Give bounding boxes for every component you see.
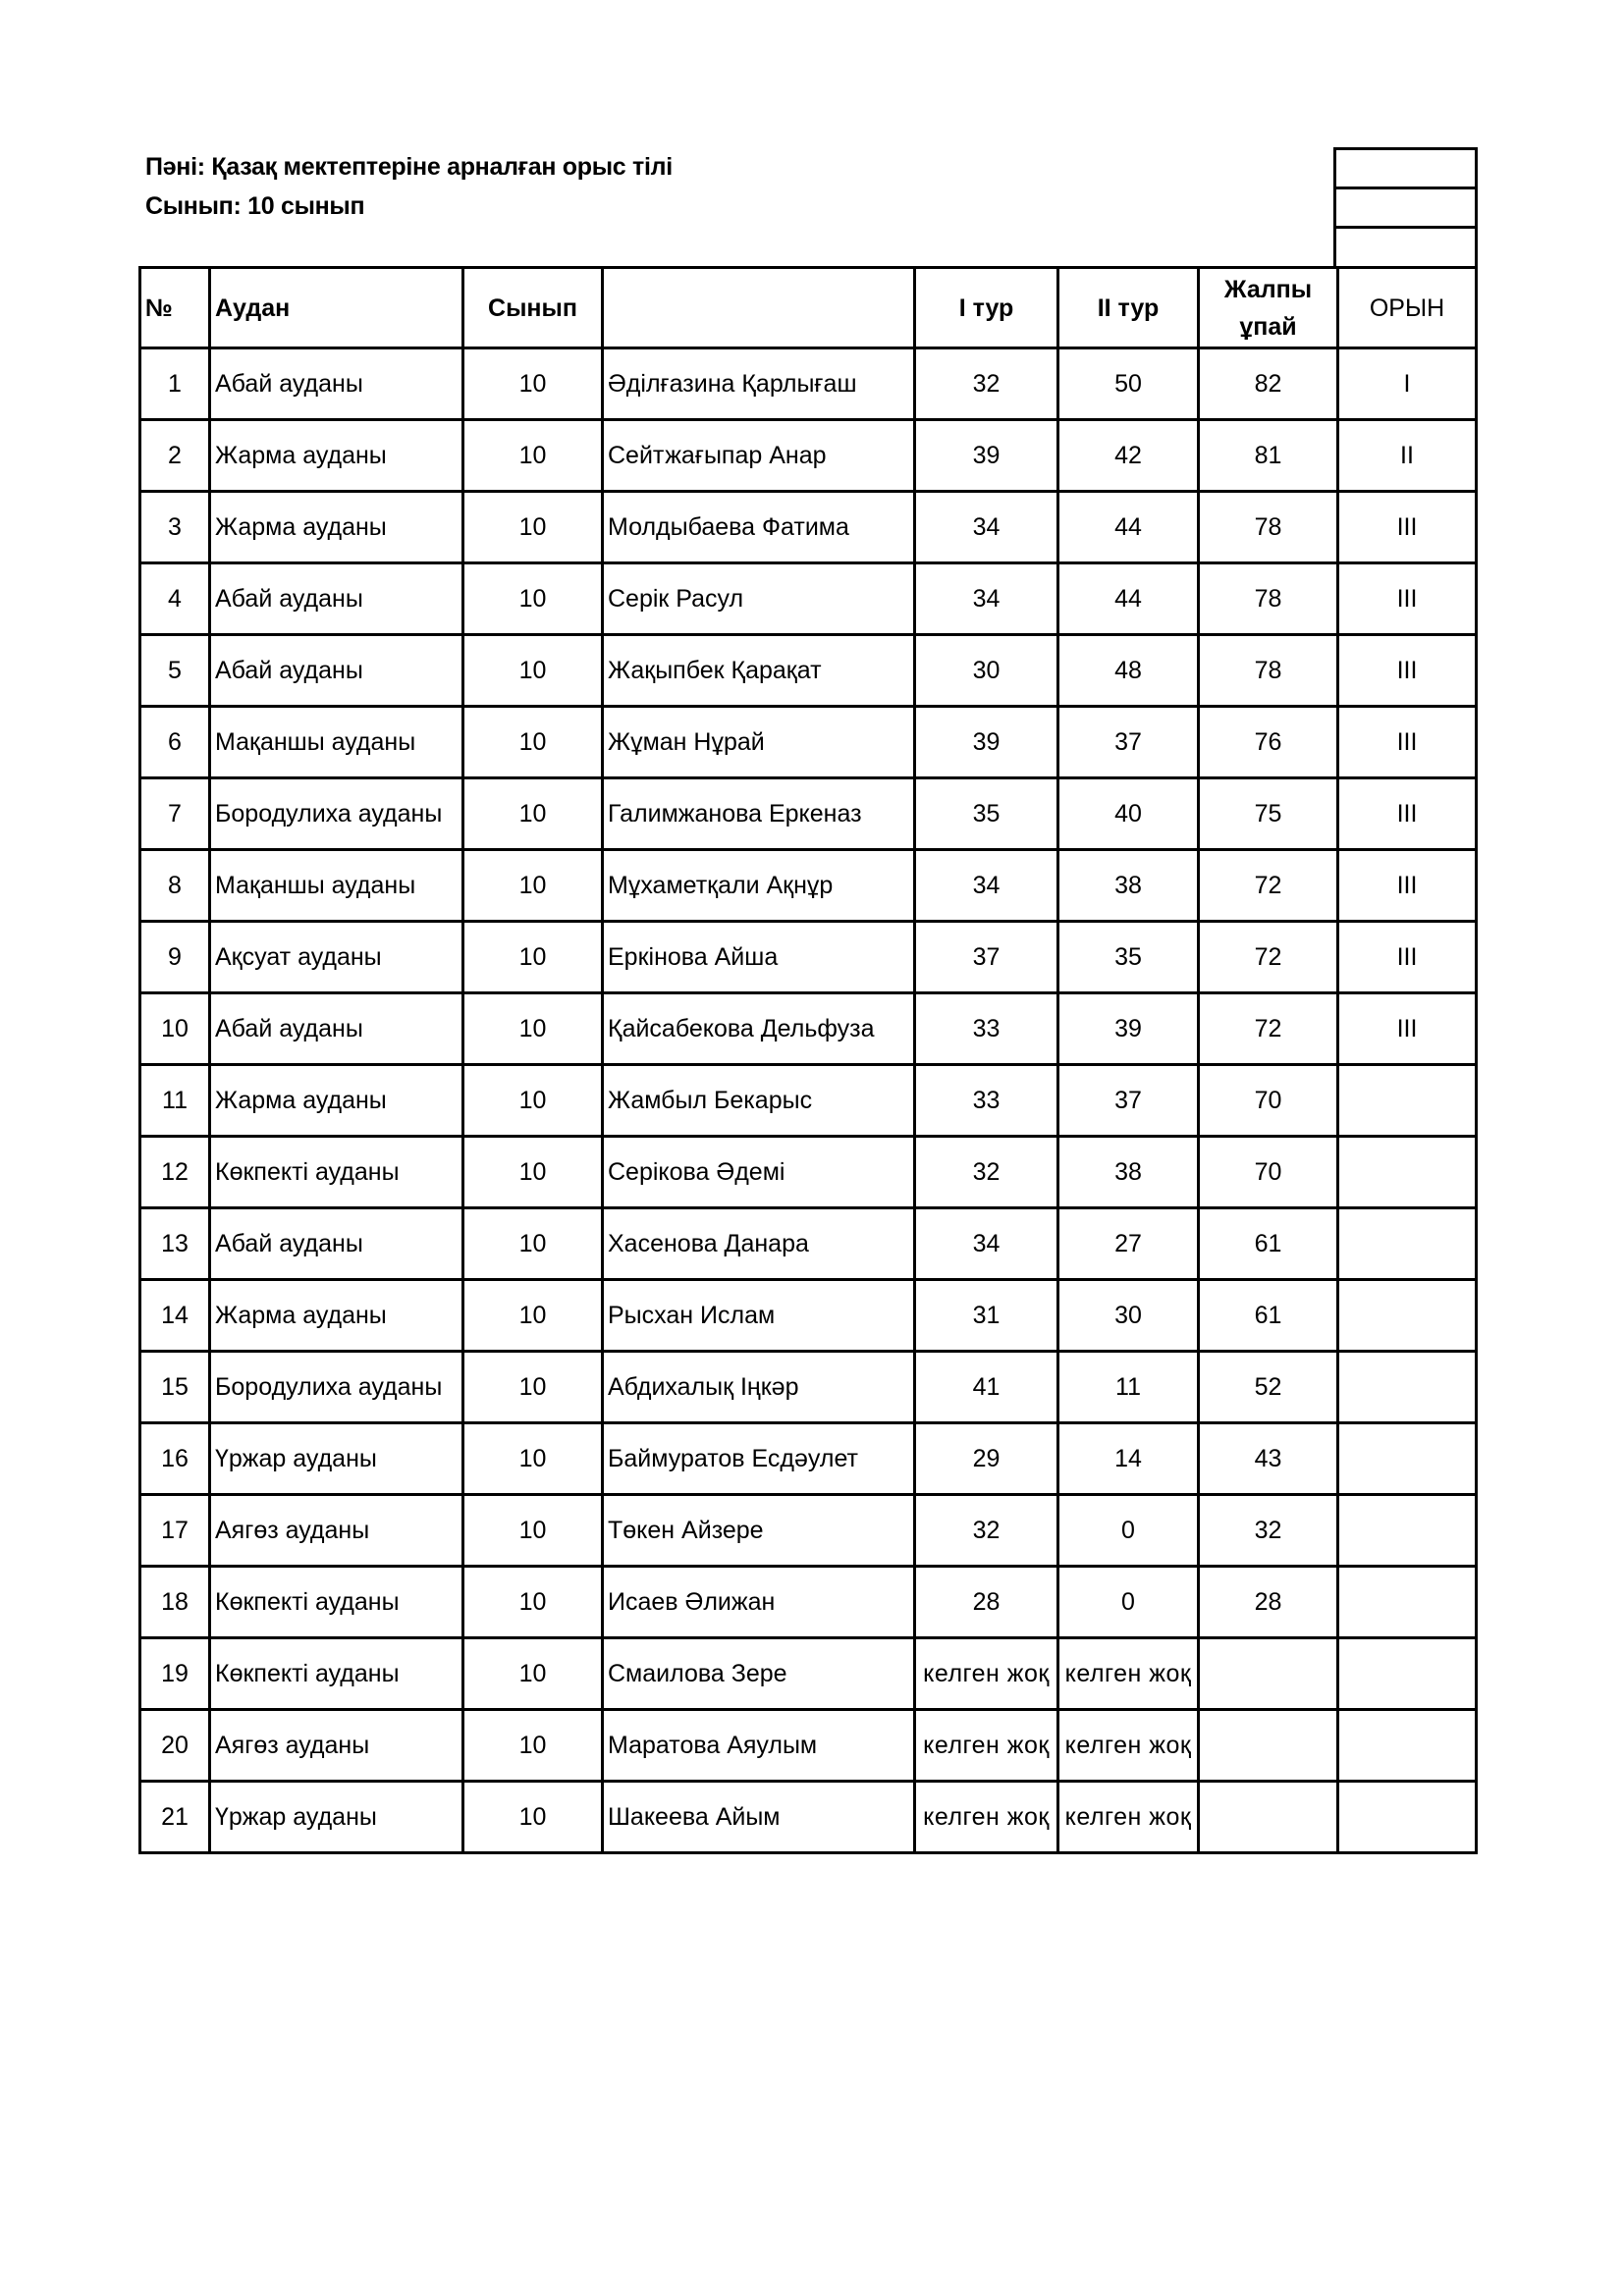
cell-place: III (1338, 635, 1477, 707)
cell-total: 78 (1199, 563, 1338, 635)
cell-district: Абай ауданы (210, 1208, 463, 1280)
cell-no: 5 (140, 635, 210, 707)
table-row (140, 635, 1477, 707)
cell-name: Галимжанова Еркеназ (603, 778, 915, 850)
cell-place (1338, 1710, 1477, 1782)
cell-round2: 38 (1058, 850, 1199, 922)
cell-no: 7 (140, 778, 210, 850)
cell-round1: 34 (915, 1208, 1058, 1280)
cell-grade: 10 (463, 993, 603, 1065)
table-row (140, 563, 1477, 635)
cell-name: Жамбыл Бекарыс (603, 1065, 915, 1137)
cell-no: 15 (140, 1352, 210, 1423)
cell-district: Ақсуат ауданы (210, 922, 463, 993)
cell-name: Жұман Нұрай (603, 707, 915, 778)
cell-name: Еркінова Айша (603, 922, 915, 993)
cell-round1: 32 (915, 348, 1058, 420)
cell-place (1338, 1567, 1477, 1638)
table-row (140, 420, 1477, 492)
cell-grade: 10 (463, 1567, 603, 1638)
cell-no: 19 (140, 1638, 210, 1710)
table-row (140, 707, 1477, 778)
cell-round1: 33 (915, 1065, 1058, 1137)
total-header-line1: Жалпы (1223, 275, 1313, 303)
cell-district: Абай ауданы (210, 348, 463, 420)
cell-round2: 14 (1058, 1423, 1199, 1495)
col-header-no: № (140, 268, 210, 348)
cell-round2: 30 (1058, 1280, 1199, 1352)
cell-round1: келген жоқ (915, 1782, 1058, 1853)
table-row (140, 1638, 1477, 1710)
cell-grade: 10 (463, 1782, 603, 1853)
cell-round1: 32 (915, 1495, 1058, 1567)
cell-round2: 40 (1058, 778, 1199, 850)
cell-round2: келген жоқ (1058, 1782, 1199, 1853)
cell-total: 43 (1199, 1423, 1338, 1495)
cell-round1: 39 (915, 707, 1058, 778)
cell-name: Исаев Әлижан (603, 1567, 915, 1638)
cell-name: Абдихалық Іңкәр (603, 1352, 915, 1423)
cell-grade: 10 (463, 1137, 603, 1208)
cell-round1: 37 (915, 922, 1058, 993)
table-row (140, 993, 1477, 1065)
cell-grade: 10 (463, 1352, 603, 1423)
cell-total: 70 (1199, 1137, 1338, 1208)
cell-no: 14 (140, 1280, 210, 1352)
cell-name: Серік Расул (603, 563, 915, 635)
col-header-round2: II тур (1058, 268, 1199, 348)
cell-district: Көкпекті ауданы (210, 1567, 463, 1638)
cell-name: Мұхаметқали Ақнұр (603, 850, 915, 922)
cell-district: Абай ауданы (210, 993, 463, 1065)
cell-total (1199, 1710, 1338, 1782)
cell-place (1338, 1280, 1477, 1352)
cell-place: III (1338, 707, 1477, 778)
col-header-round1: I тур (915, 268, 1058, 348)
side-box-cell (1336, 229, 1475, 266)
cell-total: 72 (1199, 993, 1338, 1065)
table-row (140, 1782, 1477, 1853)
cell-total: 70 (1199, 1065, 1338, 1137)
cell-no: 10 (140, 993, 210, 1065)
cell-round2: 44 (1058, 563, 1199, 635)
cell-place (1338, 1782, 1477, 1853)
col-header-name (603, 268, 915, 348)
cell-grade: 10 (463, 1208, 603, 1280)
cell-no: 18 (140, 1567, 210, 1638)
cell-round2: келген жоқ (1058, 1638, 1199, 1710)
header-row (140, 268, 1477, 348)
cell-round1: келген жоқ (915, 1638, 1058, 1710)
table-row (140, 1208, 1477, 1280)
cell-total: 81 (1199, 420, 1338, 492)
cell-no: 17 (140, 1495, 210, 1567)
cell-round2: 39 (1058, 993, 1199, 1065)
cell-no: 20 (140, 1710, 210, 1782)
table-row (140, 1710, 1477, 1782)
col-header-place: ОРЫН (1338, 268, 1477, 348)
cell-round1: 28 (915, 1567, 1058, 1638)
cell-grade: 10 (463, 635, 603, 707)
results-table (138, 266, 1478, 1854)
cell-round2: 0 (1058, 1567, 1199, 1638)
col-header-district: Аудан (210, 268, 463, 348)
cell-name: Әділғазина Қарлығаш (603, 348, 915, 420)
cell-round2: 38 (1058, 1137, 1199, 1208)
cell-no: 3 (140, 492, 210, 563)
cell-round2: 44 (1058, 492, 1199, 563)
cell-name: Молдыбаева Фатима (603, 492, 915, 563)
cell-name: Серікова Әдемі (603, 1137, 915, 1208)
cell-name: Шакеева Айым (603, 1782, 915, 1853)
cell-round1: 31 (915, 1280, 1058, 1352)
cell-total (1199, 1638, 1338, 1710)
cell-no: 6 (140, 707, 210, 778)
cell-place (1338, 1137, 1477, 1208)
cell-grade: 10 (463, 1638, 603, 1710)
cell-place: III (1338, 922, 1477, 993)
cell-district: Жарма ауданы (210, 420, 463, 492)
cell-grade: 10 (463, 1065, 603, 1137)
cell-no: 2 (140, 420, 210, 492)
cell-grade: 10 (463, 922, 603, 993)
cell-total: 61 (1199, 1208, 1338, 1280)
table-row (140, 1567, 1477, 1638)
table-row (140, 1065, 1477, 1137)
table-row (140, 1280, 1477, 1352)
cell-district: Үржар ауданы (210, 1782, 463, 1853)
cell-round2: келген жоқ (1058, 1710, 1199, 1782)
side-box-cell (1336, 189, 1475, 229)
side-box-cell (1336, 150, 1475, 189)
table-row (140, 1137, 1477, 1208)
cell-round2: 37 (1058, 707, 1199, 778)
table-row (140, 1352, 1477, 1423)
cell-round2: 27 (1058, 1208, 1199, 1280)
cell-round2: 11 (1058, 1352, 1199, 1423)
cell-name: Смаилова Зере (603, 1638, 915, 1710)
cell-round1: 29 (915, 1423, 1058, 1495)
cell-no: 12 (140, 1137, 210, 1208)
cell-total: 72 (1199, 850, 1338, 922)
cell-name: Маратова Аяулым (603, 1710, 915, 1782)
cell-district: Жарма ауданы (210, 1280, 463, 1352)
cell-name: Хасенова Данара (603, 1208, 915, 1280)
cell-total: 75 (1199, 778, 1338, 850)
table-row (140, 778, 1477, 850)
table-row (140, 1495, 1477, 1567)
cell-grade: 10 (463, 348, 603, 420)
cell-district: Көкпекті ауданы (210, 1638, 463, 1710)
cell-place: III (1338, 492, 1477, 563)
cell-round1: 34 (915, 492, 1058, 563)
cell-round1: 32 (915, 1137, 1058, 1208)
table-row (140, 492, 1477, 563)
cell-no: 8 (140, 850, 210, 922)
cell-total: 52 (1199, 1352, 1338, 1423)
cell-place: II (1338, 420, 1477, 492)
cell-place (1338, 1208, 1477, 1280)
cell-total: 78 (1199, 492, 1338, 563)
cell-no: 9 (140, 922, 210, 993)
cell-round1: 33 (915, 993, 1058, 1065)
cell-round2: 37 (1058, 1065, 1199, 1137)
cell-total: 32 (1199, 1495, 1338, 1567)
cell-round1: келген жоқ (915, 1710, 1058, 1782)
cell-total: 82 (1199, 348, 1338, 420)
cell-total (1199, 1782, 1338, 1853)
cell-place (1338, 1495, 1477, 1567)
table-row (140, 922, 1477, 993)
cell-round2: 42 (1058, 420, 1199, 492)
cell-round2: 50 (1058, 348, 1199, 420)
cell-total: 78 (1199, 635, 1338, 707)
cell-no: 21 (140, 1782, 210, 1853)
cell-no: 4 (140, 563, 210, 635)
cell-place (1338, 1065, 1477, 1137)
cell-total: 61 (1199, 1280, 1338, 1352)
cell-grade: 10 (463, 1495, 603, 1567)
cell-round2: 0 (1058, 1495, 1199, 1567)
cell-no: 16 (140, 1423, 210, 1495)
cell-total: 72 (1199, 922, 1338, 993)
cell-place: III (1338, 993, 1477, 1065)
cell-grade: 10 (463, 707, 603, 778)
cell-district: Үржар ауданы (210, 1423, 463, 1495)
cell-district: Аягөз ауданы (210, 1495, 463, 1567)
cell-no: 1 (140, 348, 210, 420)
cell-round1: 34 (915, 850, 1058, 922)
cell-place: III (1338, 563, 1477, 635)
cell-place (1338, 1638, 1477, 1710)
cell-place: I (1338, 348, 1477, 420)
cell-name: Сейтжағыпар Анар (603, 420, 915, 492)
cell-name: Баймуратов Есдәулет (603, 1423, 915, 1495)
cell-name: Қайсабекова Дельфуза (603, 993, 915, 1065)
cell-place: III (1338, 778, 1477, 850)
cell-no: 13 (140, 1208, 210, 1280)
table-row (140, 1423, 1477, 1495)
cell-round1: 30 (915, 635, 1058, 707)
cell-grade: 10 (463, 1710, 603, 1782)
table-row (140, 850, 1477, 922)
cell-grade: 10 (463, 778, 603, 850)
cell-district: Аягөз ауданы (210, 1710, 463, 1782)
cell-district: Бородулиха ауданы (210, 1352, 463, 1423)
cell-grade: 10 (463, 420, 603, 492)
cell-round1: 34 (915, 563, 1058, 635)
cell-round2: 48 (1058, 635, 1199, 707)
cell-round1: 41 (915, 1352, 1058, 1423)
cell-place (1338, 1352, 1477, 1423)
class-title: Сынып: 10 сынып (145, 192, 365, 220)
cell-district: Көкпекті ауданы (210, 1137, 463, 1208)
cell-district: Жарма ауданы (210, 492, 463, 563)
cell-grade: 10 (463, 1423, 603, 1495)
cell-total: 28 (1199, 1567, 1338, 1638)
cell-name: Жақыпбек Қарақат (603, 635, 915, 707)
cell-district: Жарма ауданы (210, 1065, 463, 1137)
cell-no: 11 (140, 1065, 210, 1137)
cell-round1: 35 (915, 778, 1058, 850)
cell-total: 76 (1199, 707, 1338, 778)
cell-grade: 10 (463, 492, 603, 563)
col-header-total (1199, 268, 1338, 348)
cell-grade: 10 (463, 1280, 603, 1352)
col-header-grade: Сынып (463, 268, 603, 348)
cell-district: Бородулиха ауданы (210, 778, 463, 850)
cell-round1: 39 (915, 420, 1058, 492)
cell-name: Рысхан Ислам (603, 1280, 915, 1352)
total-header-line2: ұпай (1239, 312, 1297, 341)
side-empty-box (1333, 147, 1478, 266)
cell-district: Мақаншы ауданы (210, 850, 463, 922)
cell-name: Төкен Айзере (603, 1495, 915, 1567)
subject-title: Пәні: Қазақ мектептеріне арналған орыс тілі (145, 153, 673, 181)
cell-district: Абай ауданы (210, 635, 463, 707)
cell-round2: 35 (1058, 922, 1199, 993)
cell-grade: 10 (463, 563, 603, 635)
cell-grade: 10 (463, 850, 603, 922)
cell-district: Мақаншы ауданы (210, 707, 463, 778)
table-row (140, 348, 1477, 420)
cell-district: Абай ауданы (210, 563, 463, 635)
cell-place: III (1338, 850, 1477, 922)
cell-place (1338, 1423, 1477, 1495)
